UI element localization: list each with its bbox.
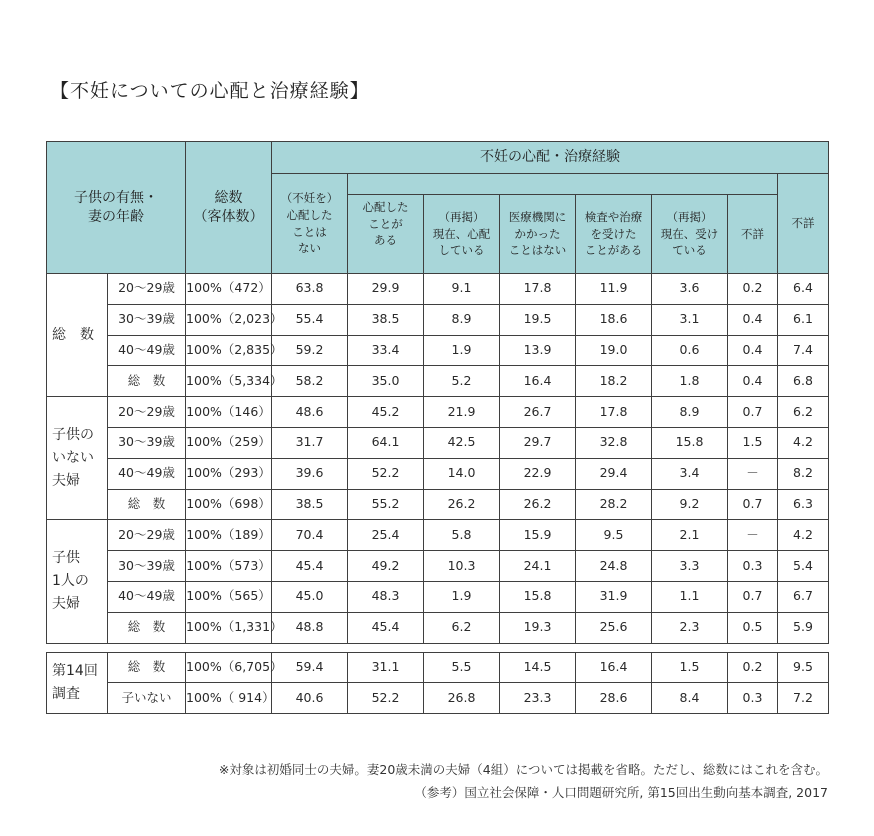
row-group-label: 第14回 調査 — [47, 652, 108, 714]
table-cell: 7.2 — [778, 683, 829, 714]
table-cell: 28.2 — [576, 489, 652, 520]
table-cell: 25.6 — [576, 612, 652, 643]
table-cell: 42.5 — [424, 427, 500, 458]
table-cell: 55.4 — [272, 304, 348, 335]
row-total: 100%（293） — [186, 458, 272, 489]
table-row — [47, 683, 829, 714]
table-cell: 6.3 — [778, 489, 829, 520]
table-row — [47, 652, 829, 683]
table-cell: 40.6 — [272, 683, 348, 714]
row-group-label: 子供の いない 夫婦 — [47, 397, 108, 520]
row-age-label: 総 数 — [108, 652, 186, 683]
table-cell: 33.4 — [348, 335, 424, 366]
table-cell: 10.3 — [424, 551, 500, 582]
table-cell: 4.2 — [778, 427, 829, 458]
table-cell: 0.7 — [728, 581, 778, 612]
table-cell: 3.3 — [652, 551, 728, 582]
table-cell: － — [728, 520, 778, 551]
table-cell: 1.5 — [728, 427, 778, 458]
table-cell: 0.3 — [728, 551, 778, 582]
row-total: 100%（565） — [186, 581, 272, 612]
table-cell: 38.5 — [272, 489, 348, 520]
table-row — [47, 520, 829, 551]
table-cell: 0.2 — [728, 274, 778, 305]
table-cell: 15.8 — [500, 581, 576, 612]
table-cell: 29.9 — [348, 274, 424, 305]
row-age-label: 40～49歳 — [108, 335, 186, 366]
table-cell: 0.4 — [728, 366, 778, 397]
header-total: 総数 （客体数） — [186, 142, 272, 274]
row-total: 100%（146） — [186, 397, 272, 428]
table-cell: 39.6 — [272, 458, 348, 489]
table-cell: 24.8 — [576, 551, 652, 582]
table-cell: 0.4 — [728, 335, 778, 366]
table-cell: 45.0 — [272, 581, 348, 612]
header-current-worry: （再掲） 現在、心配 している — [424, 195, 500, 274]
table-cell: 14.0 — [424, 458, 500, 489]
row-age-label: 総 数 — [108, 612, 186, 643]
table-cell: 13.9 — [500, 335, 576, 366]
table-cell: 22.9 — [500, 458, 576, 489]
table-cell: 14.5 — [500, 652, 576, 683]
row-total: 100%（ 914） — [186, 683, 272, 714]
table-row — [47, 551, 829, 582]
table-cell: 48.3 — [348, 581, 424, 612]
table-cell: 4.2 — [778, 520, 829, 551]
table-cell: 38.5 — [348, 304, 424, 335]
table-cell: 0.6 — [652, 335, 728, 366]
header-main: 不妊の心配・治療経験 — [272, 142, 829, 174]
table-cell: 6.2 — [778, 397, 829, 428]
page-title: 【不妊についての心配と治療経験】 — [50, 80, 370, 102]
table-row — [47, 366, 829, 397]
table-cell: 26.2 — [424, 489, 500, 520]
table-spacer — [47, 643, 829, 652]
row-total: 100%（698） — [186, 489, 272, 520]
row-total: 100%（2,835） — [186, 335, 272, 366]
table-cell: 15.9 — [500, 520, 576, 551]
table-cell: 70.4 — [272, 520, 348, 551]
table-cell: 6.2 — [424, 612, 500, 643]
table-cell: 21.9 — [424, 397, 500, 428]
table-cell: 64.1 — [348, 427, 424, 458]
table-cell: 8.9 — [652, 397, 728, 428]
table-cell: 31.1 — [348, 652, 424, 683]
table-cell: 16.4 — [500, 366, 576, 397]
table-cell: 17.8 — [500, 274, 576, 305]
table-cell: 7.4 — [778, 335, 829, 366]
row-age-label: 30～39歳 — [108, 304, 186, 335]
table-cell: 9.2 — [652, 489, 728, 520]
table-row — [47, 489, 829, 520]
table-cell: 63.8 — [272, 274, 348, 305]
header-unknown-inner: 不詳 — [728, 195, 778, 274]
table-row — [47, 427, 829, 458]
table-cell: － — [728, 458, 778, 489]
table-cell: 5.9 — [778, 612, 829, 643]
table-cell: 0.4 — [728, 304, 778, 335]
table-cell: 2.3 — [652, 612, 728, 643]
header-worried: 心配した ことが ある — [348, 195, 424, 274]
table-cell: 0.7 — [728, 397, 778, 428]
row-total: 100%（259） — [186, 427, 272, 458]
table-row — [47, 397, 829, 428]
infertility-table — [46, 141, 829, 714]
table-cell: 2.1 — [652, 520, 728, 551]
row-age-label: 40～49歳 — [108, 458, 186, 489]
table-cell: 0.2 — [728, 652, 778, 683]
table-cell: 29.7 — [500, 427, 576, 458]
table-cell: 28.6 — [576, 683, 652, 714]
table-cell: 59.4 — [272, 652, 348, 683]
table-cell: 17.8 — [576, 397, 652, 428]
table-cell: 45.4 — [272, 551, 348, 582]
row-age-label: 30～39歳 — [108, 551, 186, 582]
table-cell: 29.4 — [576, 458, 652, 489]
row-total: 100%（1,331） — [186, 612, 272, 643]
table-cell: 3.6 — [652, 274, 728, 305]
table-cell: 18.6 — [576, 304, 652, 335]
row-total: 100%（5,334） — [186, 366, 272, 397]
table-cell: 55.2 — [348, 489, 424, 520]
source-note: （参考）国立社会保障・人口問題研究所, 第15回出生動向基本調査, 2017 — [414, 785, 828, 800]
table-cell: 19.0 — [576, 335, 652, 366]
row-age-label: 30～39歳 — [108, 427, 186, 458]
table-cell: 26.8 — [424, 683, 500, 714]
table-cell: 32.8 — [576, 427, 652, 458]
table-cell: 5.2 — [424, 366, 500, 397]
table-cell: 26.2 — [500, 489, 576, 520]
table-cell: 0.7 — [728, 489, 778, 520]
table-cell: 31.7 — [272, 427, 348, 458]
table-cell: 45.2 — [348, 397, 424, 428]
footnote: ※対象は初婚同士の夫婦。妻20歳未満の夫婦（4組）については掲載を省略。ただし、総数にはこれを含む。 — [218, 762, 828, 777]
table-cell: 0.3 — [728, 683, 778, 714]
row-age-label: 総 数 — [108, 366, 186, 397]
table-cell: 45.4 — [348, 612, 424, 643]
header-no-medical: 医療機関に かかった ことはない — [500, 195, 576, 274]
table-cell: 23.3 — [500, 683, 576, 714]
table-row — [47, 304, 829, 335]
table-cell: 16.4 — [576, 652, 652, 683]
header-current-treat: （再掲） 現在、受け ている — [652, 195, 728, 274]
table-row — [47, 335, 829, 366]
table-cell: 5.8 — [424, 520, 500, 551]
header-worried-group — [348, 174, 778, 195]
table-cell: 1.9 — [424, 581, 500, 612]
row-age-label: 20～29歳 — [108, 520, 186, 551]
row-total: 100%（6,705） — [186, 652, 272, 683]
table-cell: 58.2 — [272, 366, 348, 397]
table-row — [47, 612, 829, 643]
table-cell: 19.5 — [500, 304, 576, 335]
table-cell: 6.4 — [778, 274, 829, 305]
table-cell: 1.8 — [652, 366, 728, 397]
table-cell: 25.4 — [348, 520, 424, 551]
table-cell: 48.8 — [272, 612, 348, 643]
row-group-label: 総 数 — [47, 274, 108, 397]
table-cell: 8.4 — [652, 683, 728, 714]
table-cell: 15.8 — [652, 427, 728, 458]
row-age-label: 20～29歳 — [108, 397, 186, 428]
table-cell: 1.5 — [652, 652, 728, 683]
header-group: 子供の有無・ 妻の年齢 — [47, 142, 186, 274]
table-cell: 52.2 — [348, 683, 424, 714]
table-cell: 59.2 — [272, 335, 348, 366]
table-cell: 11.9 — [576, 274, 652, 305]
table-row — [47, 581, 829, 612]
table-cell: 1.1 — [652, 581, 728, 612]
table-cell: 8.9 — [424, 304, 500, 335]
row-age-label: 20～29歳 — [108, 274, 186, 305]
table-cell: 3.4 — [652, 458, 728, 489]
table-cell: 9.5 — [778, 652, 829, 683]
row-total: 100%（472） — [186, 274, 272, 305]
spacer-cell — [47, 643, 829, 652]
row-total: 100%（2,023） — [186, 304, 272, 335]
row-age-label: 40～49歳 — [108, 581, 186, 612]
table-cell: 6.1 — [778, 304, 829, 335]
table-row — [47, 458, 829, 489]
table-cell: 35.0 — [348, 366, 424, 397]
table-cell: 31.9 — [576, 581, 652, 612]
table-cell: 48.6 — [272, 397, 348, 428]
table-cell: 6.7 — [778, 581, 829, 612]
row-group-label: 子供 1人の 夫婦 — [47, 520, 108, 643]
header-unknown: 不詳 — [778, 174, 829, 274]
table-cell: 9.5 — [576, 520, 652, 551]
row-age-label: 子いない — [108, 683, 186, 714]
header-tested: 検査や治療 を受けた ことがある — [576, 195, 652, 274]
row-total: 100%（189） — [186, 520, 272, 551]
header-no-worry: （不妊を） 心配した ことは ない — [272, 174, 348, 274]
table-cell: 5.5 — [424, 652, 500, 683]
table-cell: 1.9 — [424, 335, 500, 366]
table-cell: 9.1 — [424, 274, 500, 305]
table-cell: 0.5 — [728, 612, 778, 643]
table-cell: 5.4 — [778, 551, 829, 582]
table-row — [47, 274, 829, 305]
row-total: 100%（573） — [186, 551, 272, 582]
table-cell: 26.7 — [500, 397, 576, 428]
table-cell: 8.2 — [778, 458, 829, 489]
table-cell: 6.8 — [778, 366, 829, 397]
table-cell: 3.1 — [652, 304, 728, 335]
table-cell: 52.2 — [348, 458, 424, 489]
table-cell: 18.2 — [576, 366, 652, 397]
table-cell: 19.3 — [500, 612, 576, 643]
row-age-label: 総 数 — [108, 489, 186, 520]
table-cell: 24.1 — [500, 551, 576, 582]
table-cell: 49.2 — [348, 551, 424, 582]
